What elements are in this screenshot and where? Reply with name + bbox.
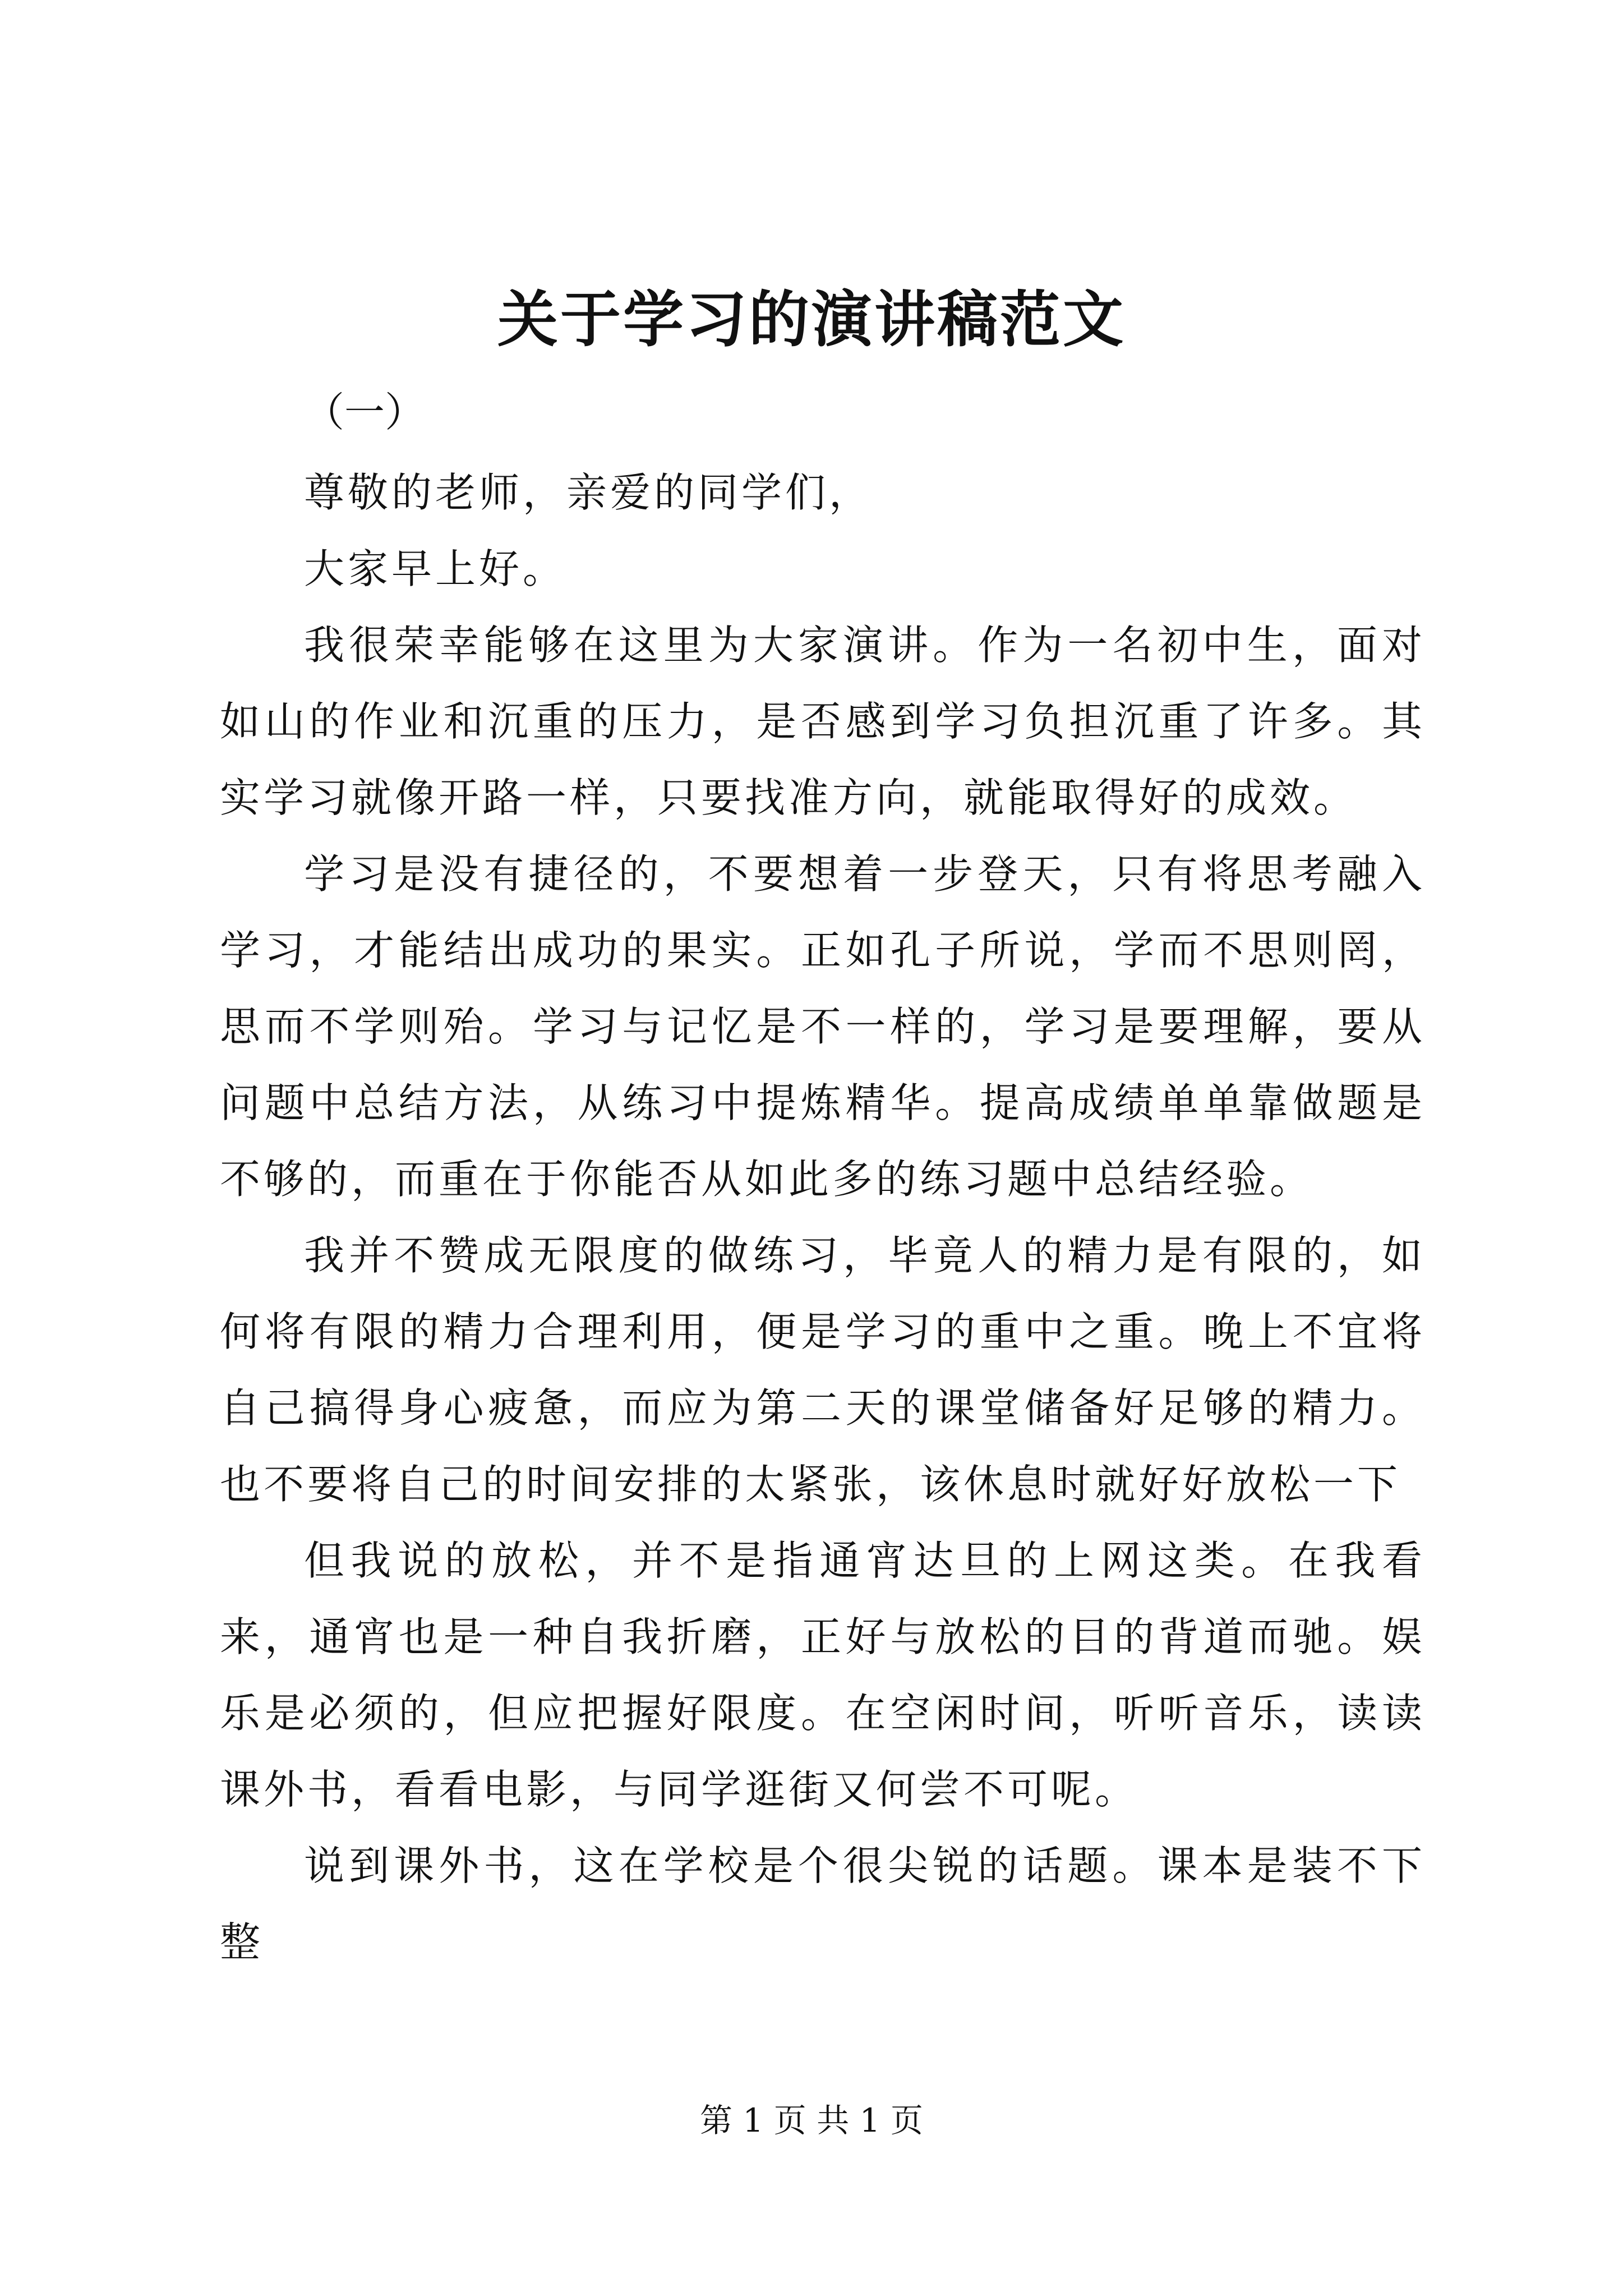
body-paragraph: 学习是没有捷径的，不要想着一步登天，只有将思考融入学习，才能结出成功的果实。正如孔子所说，学而不思则罔，思而不学则殆。学习与记忆是不一样的，学习是要理解，要从问题中总结方法，从练习中提炼精华。提高成绩单单靠做题是不够的，而重在于你能否从如此多的练习题中总结经验。: [220, 850, 1426, 1203]
greeting-paragraph: 尊敬的老师，亲爱的同学们，: [304, 469, 873, 516]
body-paragraph: 但我说的放松，并不是指通宵达旦的上网这类。在我看来，通宵也是一种自我折磨，正好与放松的目的背道而驰。娱乐是必须的，但应把握好限度。在空闲时间，听听音乐，读读课外书，看看电影，与同学逛街又何尝不可呢。: [220, 1537, 1426, 1813]
morning-greeting-paragraph: 大家早上好。: [304, 545, 567, 592]
document-title: 关于学习的演讲稿范文: [497, 284, 1126, 355]
document-body: [220, 454, 1426, 1980]
section-number: （一）: [304, 389, 426, 436]
page-footer: 第 1 页 共 1 页: [700, 2101, 923, 2139]
body-paragraph: 我很荣幸能够在这里为大家演讲。作为一名初中生，面对如山的作业和沉重的压力，是否感到学习负担沉重了许多。其实学习就像开路一样，只要找准方向，就能取得好的成效。: [220, 622, 1426, 821]
body-paragraph: 说到课外书，这在学校是个很尖锐的话题。课本是装不下整: [220, 1842, 1426, 1966]
body-paragraph: 我并不赞成无限度的做练习，毕竟人的精力是有限的，如何将有限的精力合理利用，便是学习的重中之重。晚上不宜将自己搞得身心疲惫，而应为第二天的课堂储备好足够的精力。也不要将自己的时间安排的太紧张，该休息时就好好放松一下: [220, 1232, 1426, 1508]
